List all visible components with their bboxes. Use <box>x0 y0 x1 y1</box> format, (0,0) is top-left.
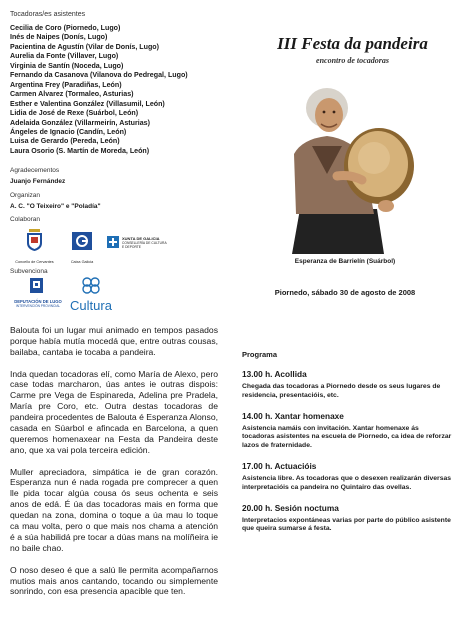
conselleria-label: CONSELLERÍA DE CULTURA E DEPORTE <box>122 241 167 249</box>
program-item-desc: Asistencia namáis con invitación. Xantar homenaxe ás tocadoras asistentes na escuela de Piornedo, ca idea de reforzar lazos de fraternidade. <box>242 424 452 450</box>
cervantes-label: Concello de Cervantes <box>15 260 54 264</box>
story-paragraph: Muller apreciadora, simpática ie de gran corazón. Esperanza nun é nada rogada pre comprecer a quen lle pida tocar algúa cousa ós seus ochenta e seis anos de edá. É úa das tocadoras mais en forma que quedan na zona, domina o toque a úa mau lo toque ca mau volta, pero o que mais nos chama a atención é a súa habilidá pre tocar a dúas mans na molíñeira ie no baile chao. <box>10 466 218 553</box>
program-item-desc: Asistencia libre. As tocadoras que o desexen realizarán diversas interpretacióis ca pandeira no Quintairo das ovellas. <box>242 474 452 491</box>
event-subtitle: encontro de tocadoras <box>316 56 389 65</box>
caixa-galicia-label: Caixa Galicia <box>70 260 94 264</box>
organizer-label: Organizan <box>10 192 40 199</box>
list-item: Aurelia da Fonte (Villaver, Lugo) <box>10 52 119 61</box>
list-item: Virginia de Santín (Noceda, Lugo) <box>10 61 124 70</box>
cultura-label: Cultura <box>70 298 112 313</box>
organizer-value: A. C. "O Teixeiro" e "Poladía" <box>10 203 101 210</box>
cultura-circles-icon <box>70 277 112 294</box>
photo-caption: Esperanza de Barrielín (Suárbol) <box>294 258 396 265</box>
list-item: Carmen Alvarez (Tormaleo, Asturias) <box>10 90 134 99</box>
story-paragraph: Balouta foi un lugar mui animado en tempos pasados porque había mutía mocedá que, entre outras cousas, bailaba, cantaba ie tocaba a pandeira. <box>10 325 218 357</box>
list-item: Cecilia de Coro (Piornedo, Lugo) <box>10 24 121 32</box>
program-item <box>242 503 452 535</box>
list-item: Fernando da Casanova (Vilanova do Pedregal, Lugo) <box>10 71 188 80</box>
story-paragraph: Inda quedan tocadoras elí, como María de Alexo, pero case todas marcharon, úas antes ie outras dispois: Carme pre Vega de Espinareda, Adelina pre Pradela, María pre Coro, etc. Outra destas tocadoras de pandeira procedentes de Balouta é Esperanza Alonso, casada en Súarbol e afincada en Barcelona, a quen queremos homenaxear na Festa da Pandeira deste ano, que xa vai pola terceira edición. <box>10 368 218 455</box>
xunta-label: XUNTA DE GALICIA <box>122 236 160 241</box>
deputacion-label: DEPUTACIÓN DE LUGO <box>14 299 62 304</box>
program-item-desc: Interpretacios expontáneas varias por parte do público asistente que queira sumarse á festa. <box>242 516 451 533</box>
list-item: Adelaida González (Villarmeirín, Asturias) <box>10 118 150 127</box>
program-item-time: 14.00 h. Xantar homenaxe <box>242 410 344 421</box>
list-item: Argentina Frey (Paradiñas, León) <box>10 80 122 89</box>
subsidy-label: Subvenciona <box>10 268 48 275</box>
list-item: Inés de Naipes (Donís, Lugo) <box>10 33 108 42</box>
program-item <box>242 461 452 493</box>
cervantes-logo <box>12 228 57 264</box>
thanks-label: Agradecementos <box>10 167 60 174</box>
coat-of-arms-icon <box>12 228 57 252</box>
performers-list <box>10 24 225 156</box>
list-item: Luisa de Gerardo (Pereda, León) <box>10 137 120 146</box>
caixa-galicia-icon <box>65 232 99 252</box>
program-item-desc: Chegada das tocadoras a Piornedo desde os seus lugares de residencia, presentacióis, etc. <box>242 383 441 399</box>
program-item-time: 20.00 h. Sesión noctuma <box>242 502 339 513</box>
event-title: III Festa da pandeira <box>277 34 428 53</box>
collab-label: Colaboran <box>10 216 40 223</box>
intervencion-label: INTERVENCIÓN PROVINCIAL <box>15 304 61 308</box>
lugo-emblem-icon <box>10 277 66 294</box>
program-item-time: 13.00 h. Acollida <box>242 369 307 379</box>
performer-photo <box>282 84 417 254</box>
program <box>242 350 452 544</box>
thanks-value: Juanjo Fernández <box>10 178 66 185</box>
woman-with-tambourine-image <box>282 84 417 254</box>
cultura-logo <box>70 277 112 312</box>
list-item: Lidia de José de Rexe (Suárbol, León) <box>10 109 139 118</box>
xunta-logo <box>107 236 167 249</box>
caixa-galicia-logo <box>65 232 99 264</box>
list-item: Pacientina de Agustín (Vilar de Donís, Lugo) <box>10 42 159 51</box>
list-item: Laura Osorio (S. Martín de Moreda, León) <box>10 146 150 155</box>
program-heading: Programa <box>242 350 278 359</box>
xunta-icon <box>107 236 119 248</box>
list-item: Esther e Valentina González (Villasumil, León) <box>10 99 165 108</box>
list-item: Ángeles de Ignacio (Candín, León) <box>10 127 127 136</box>
program-item <box>242 369 452 401</box>
performers-heading: Tocadoras/es asistentes <box>10 11 86 18</box>
program-item <box>242 411 452 451</box>
story-text <box>10 325 218 608</box>
deputacion-lugo-logo <box>10 277 66 308</box>
program-item-time: 17.00 h. Actuacióis <box>242 460 317 471</box>
story-paragraph: O noso deseo é que a salú lle permita acompañarnos mutios mais anos cantando, tocando ou simplemente sonrindo, con esa presencia apacible que ten. <box>10 564 218 597</box>
event-date: Piornedo, sábado 30 de agosto de 2008 <box>274 288 416 297</box>
